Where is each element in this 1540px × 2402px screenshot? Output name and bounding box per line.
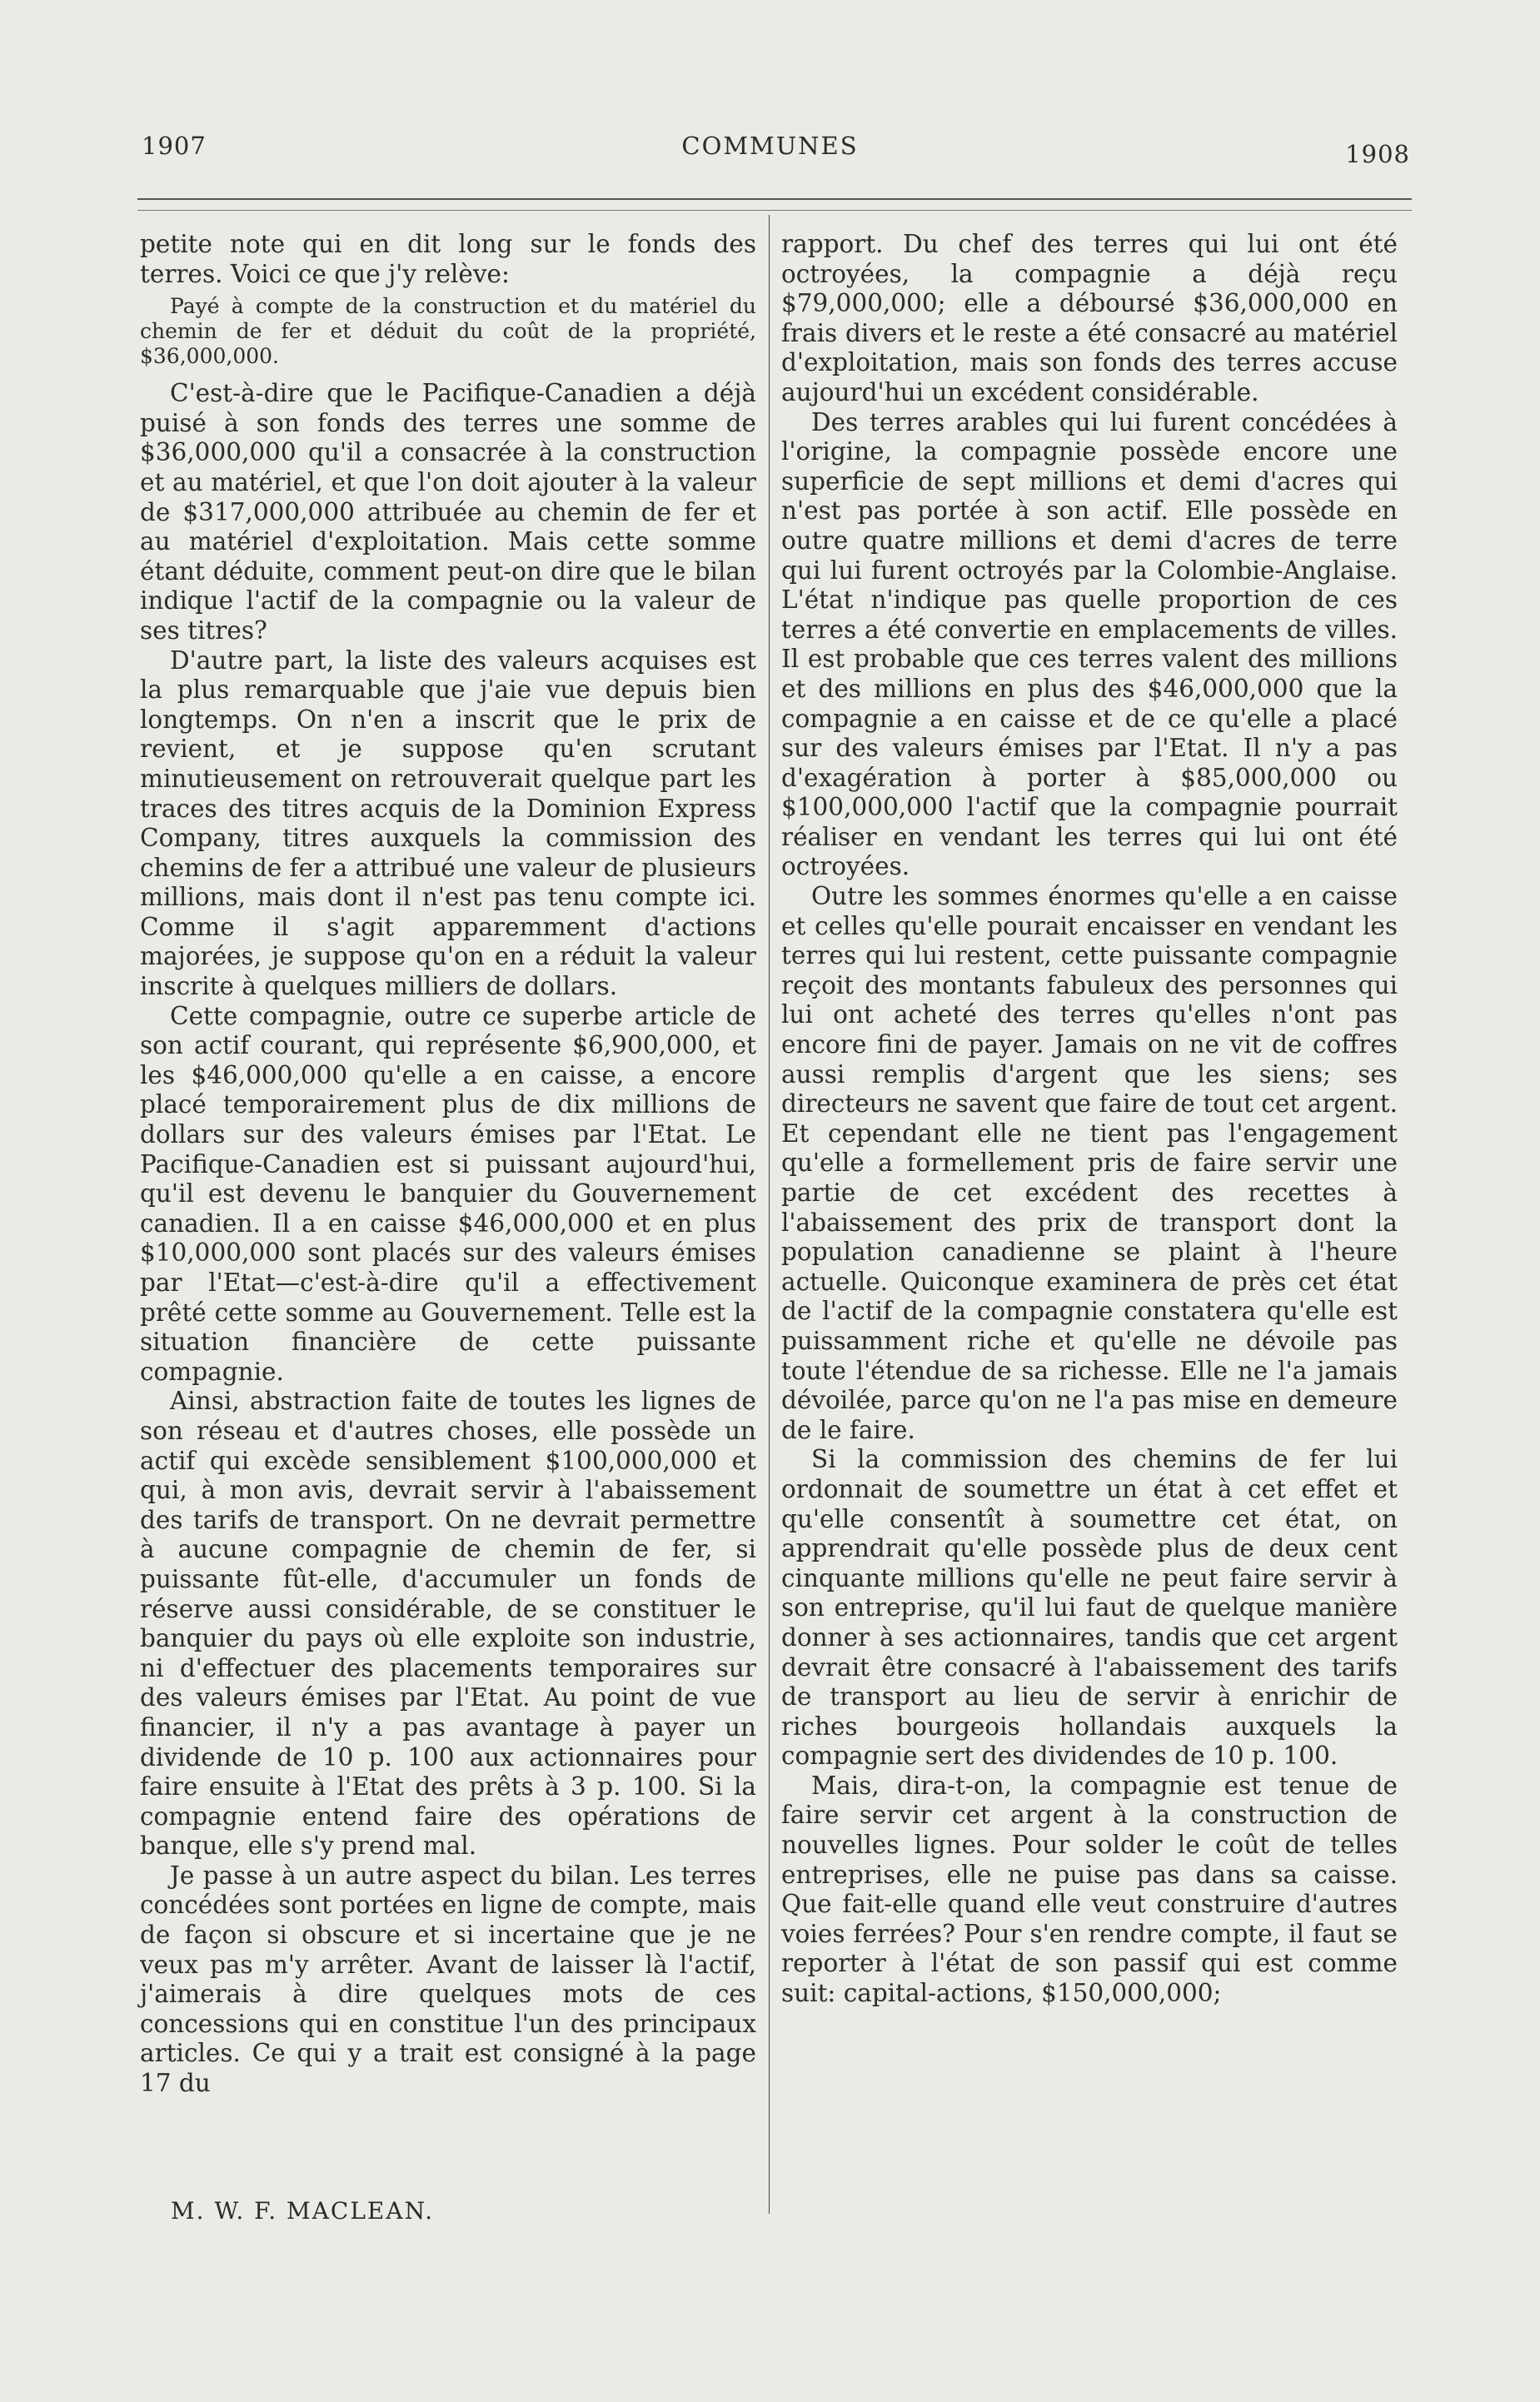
quoted-excerpt: Payé à compte de la construction et du matériel du chemin de fer et déduit du coût de la propriété, $36,000,000.	[140, 294, 756, 369]
paragraph: Ainsi, abstraction faite de toutes les lignes de son réseau et d'autres choses, elle possède un actif qui excède sensiblement $100,000,000 et qui, à mon avis, devrait servir à l'abaissement des tarifs de transport. On ne devrait permettre à aucune compagnie de chemin de fer, si puissante fût-elle, d'accumuler un fonds de réserve aussi considérable, de se constituer le banquier du pays où elle exploite son industrie, ni d'effectuer des placements temporaires sur des valeurs émises par l'Etat. Au point de vue financier, il n'y a pas avantage à payer un dividende de 10 p. 100 aux actionnaires pour faire ensuite à l'Etat des prêts à 3 p. 100. Si la compagnie entend faire des opérations de banque, elle s'y prend mal.	[140, 1387, 756, 1861]
column-divider	[769, 215, 770, 2214]
page-title: COMMUNES	[681, 132, 859, 160]
speaker-name: M. W. F. MACLEAN.	[171, 2197, 435, 2225]
paragraph: Outre les sommes énormes qu'elle a en caisse et celles qu'elle pourait encaisser en vendant les terres qui lui restent, cette puissante compagnie reçoit des montants fabuleux des personnes qui lui ont acheté des terres qu'elles n'ont pas encore fini de payer. Jamais on ne vit de coffres aussi remplis d'argent que les siens; ses directeurs ne savent que faire de tout cet argent. Et cependant elle ne tient pas l'engagement qu'elle a formellement pris de faire servir une partie de cet excédent des recettes à l'abaissement des prix de transport dont la population canadienne se plaint à l'heure actuelle. Quiconque examinera de près cet état de l'actif de la compagnie constatera qu'elle est puissamment riche et qu'elle ne dévoile pas toute l'étendue de sa richesse. Elle ne l'a jamais dévoilée, parce qu'on ne l'a pas mise en demeure de le faire.	[781, 882, 1398, 1444]
left-page-number: 1907	[142, 132, 207, 160]
paragraph: Cette compagnie, outre ce superbe article de son actif courant, qui représente $6,900,000, et les $46,000,000 qu'elle a en caisse, a encore placé temporairement plus de dix millions de dollars sur des valeurs émises par l'Etat. Le Pacifique-Canadien est si puissant aujourd'hui, qu'il est devenu le banquier du Gouvernement canadien. Il a en caisse $46,000,000 et en plus $10,000,000 sont placés sur des valeurs émises par l'Etat—c'est-à-dire qu'il a effectivement prêté cette somme au Gouvernement. Telle est la situation financière de cette puissante compagnie.	[140, 1001, 756, 1386]
left-column	[140, 230, 756, 2099]
paragraph: rapport. Du chef des terres qui lui ont été octroyées, la compagnie a déjà reçu $79,000,000; elle a déboursé $36,000,000 en frais divers et le reste a été consacré au matériel d'exploitation, mais son fonds des terres accuse aujourd'hui un excédent considérable.	[781, 230, 1398, 406]
header-rule-top	[137, 198, 1412, 200]
paragraph: C'est-à-dire que le Pacifique-Canadien a déjà puisé à son fonds des terres une somme de $36,000,000 qu'il a consacrée à la construction et au matériel, et que l'on doit ajouter à la valeur de $317,000,000 attribuée au chemin de fer et au matériel d'exploitation. Mais cette somme étant déduite, comment peut-on dire que le bilan indique l'actif de la compagnie ou la valeur de ses titres?	[140, 379, 756, 645]
paragraph: Mais, dira-t-on, la compagnie est tenue de faire servir cet argent à la construction de nouvelles lignes. Pour solder le coût de telles entreprises, elle ne puise pas dans sa caisse. Que fait-elle quand elle veut construire d'autres voies ferrées? Pour s'en rendre compte, il faut se reporter à l'état de son passif qui est comme suit: capital-actions, $150,000,000;	[781, 1771, 1398, 2008]
paragraph: Je passe à un autre aspect du bilan. Les terres concédées sont portées en ligne de compte, mais de façon si obscure et si incertaine que je ne veux pas m'y arrêter. Avant de laisser là l'actif, j'aimerais à dire quelques mots de ces concessions qui en constitue l'un des principaux articles. Ce qui y a trait est consigné à la page 17 du	[140, 1861, 756, 2098]
paragraph: Si la commission des chemins de fer lui ordonnait de soumettre un état à cet effet et qu'elle consentît à soumettre cet état, on apprendrait qu'elle possède plus de deux cent cinquante millions qu'elle ne peut faire servir à son entreprise, qu'il lui faut de quelque manière donner à ses actionnaires, tandis que cet argent devrait être consacré à l'abaissement des tarifs de transport au lieu de servir à enrichir de riches bourgeois hollandais auxquels la compagnie sert des dividendes de 10 p. 100.	[781, 1445, 1398, 1771]
right-page-number: 1908	[1345, 140, 1410, 168]
paragraph: Des terres arables qui lui furent concédées à l'origine, la compagnie possède encore une superficie de sept millions et demi d'acres qui n'est pas portée à son actif. Elle possède en outre quatre millions et demi d'acres de terre qui lui furent octroyés par la Colombie-Anglaise. L'état n'indique pas quelle proportion de ces terres a été convertie en emplacements de villes. Il est probable que ces terres valent des millions et des millions en plus des $46,000,000 que la compagnie a en caisse et de ce qu'elle a placé sur des valeurs émises par l'Etat. Il n'y a pas d'exagération à porter à $85,000,000 ou $100,000,000 l'actif que la compagnie pourrait réaliser en vendant les terres qui lui ont été octroyées.	[781, 407, 1398, 881]
paragraph: D'autre part, la liste des valeurs acquises est la plus remarquable que j'aie vue depuis bien longtemps. On n'en a inscrit que le prix de revient, et je suppose qu'en scrutant minutieusement on retrouverait quelque part les traces des titres acquis de la Dominion Express Company, titres auxquels la commission des chemins de fer a attribué une valeur de plusieurs millions, mais dont il n'est pas tenu compte ici. Comme il s'agit apparemment d'actions majorées, je suppose qu'on en a réduit la valeur inscrite à quelques milliers de dollars.	[140, 645, 756, 1001]
header-rule-bottom	[137, 210, 1412, 211]
right-column	[781, 230, 1398, 2009]
paragraph: petite note qui en dit long sur le fonds des terres. Voici ce que j'y relève:	[140, 230, 756, 288]
